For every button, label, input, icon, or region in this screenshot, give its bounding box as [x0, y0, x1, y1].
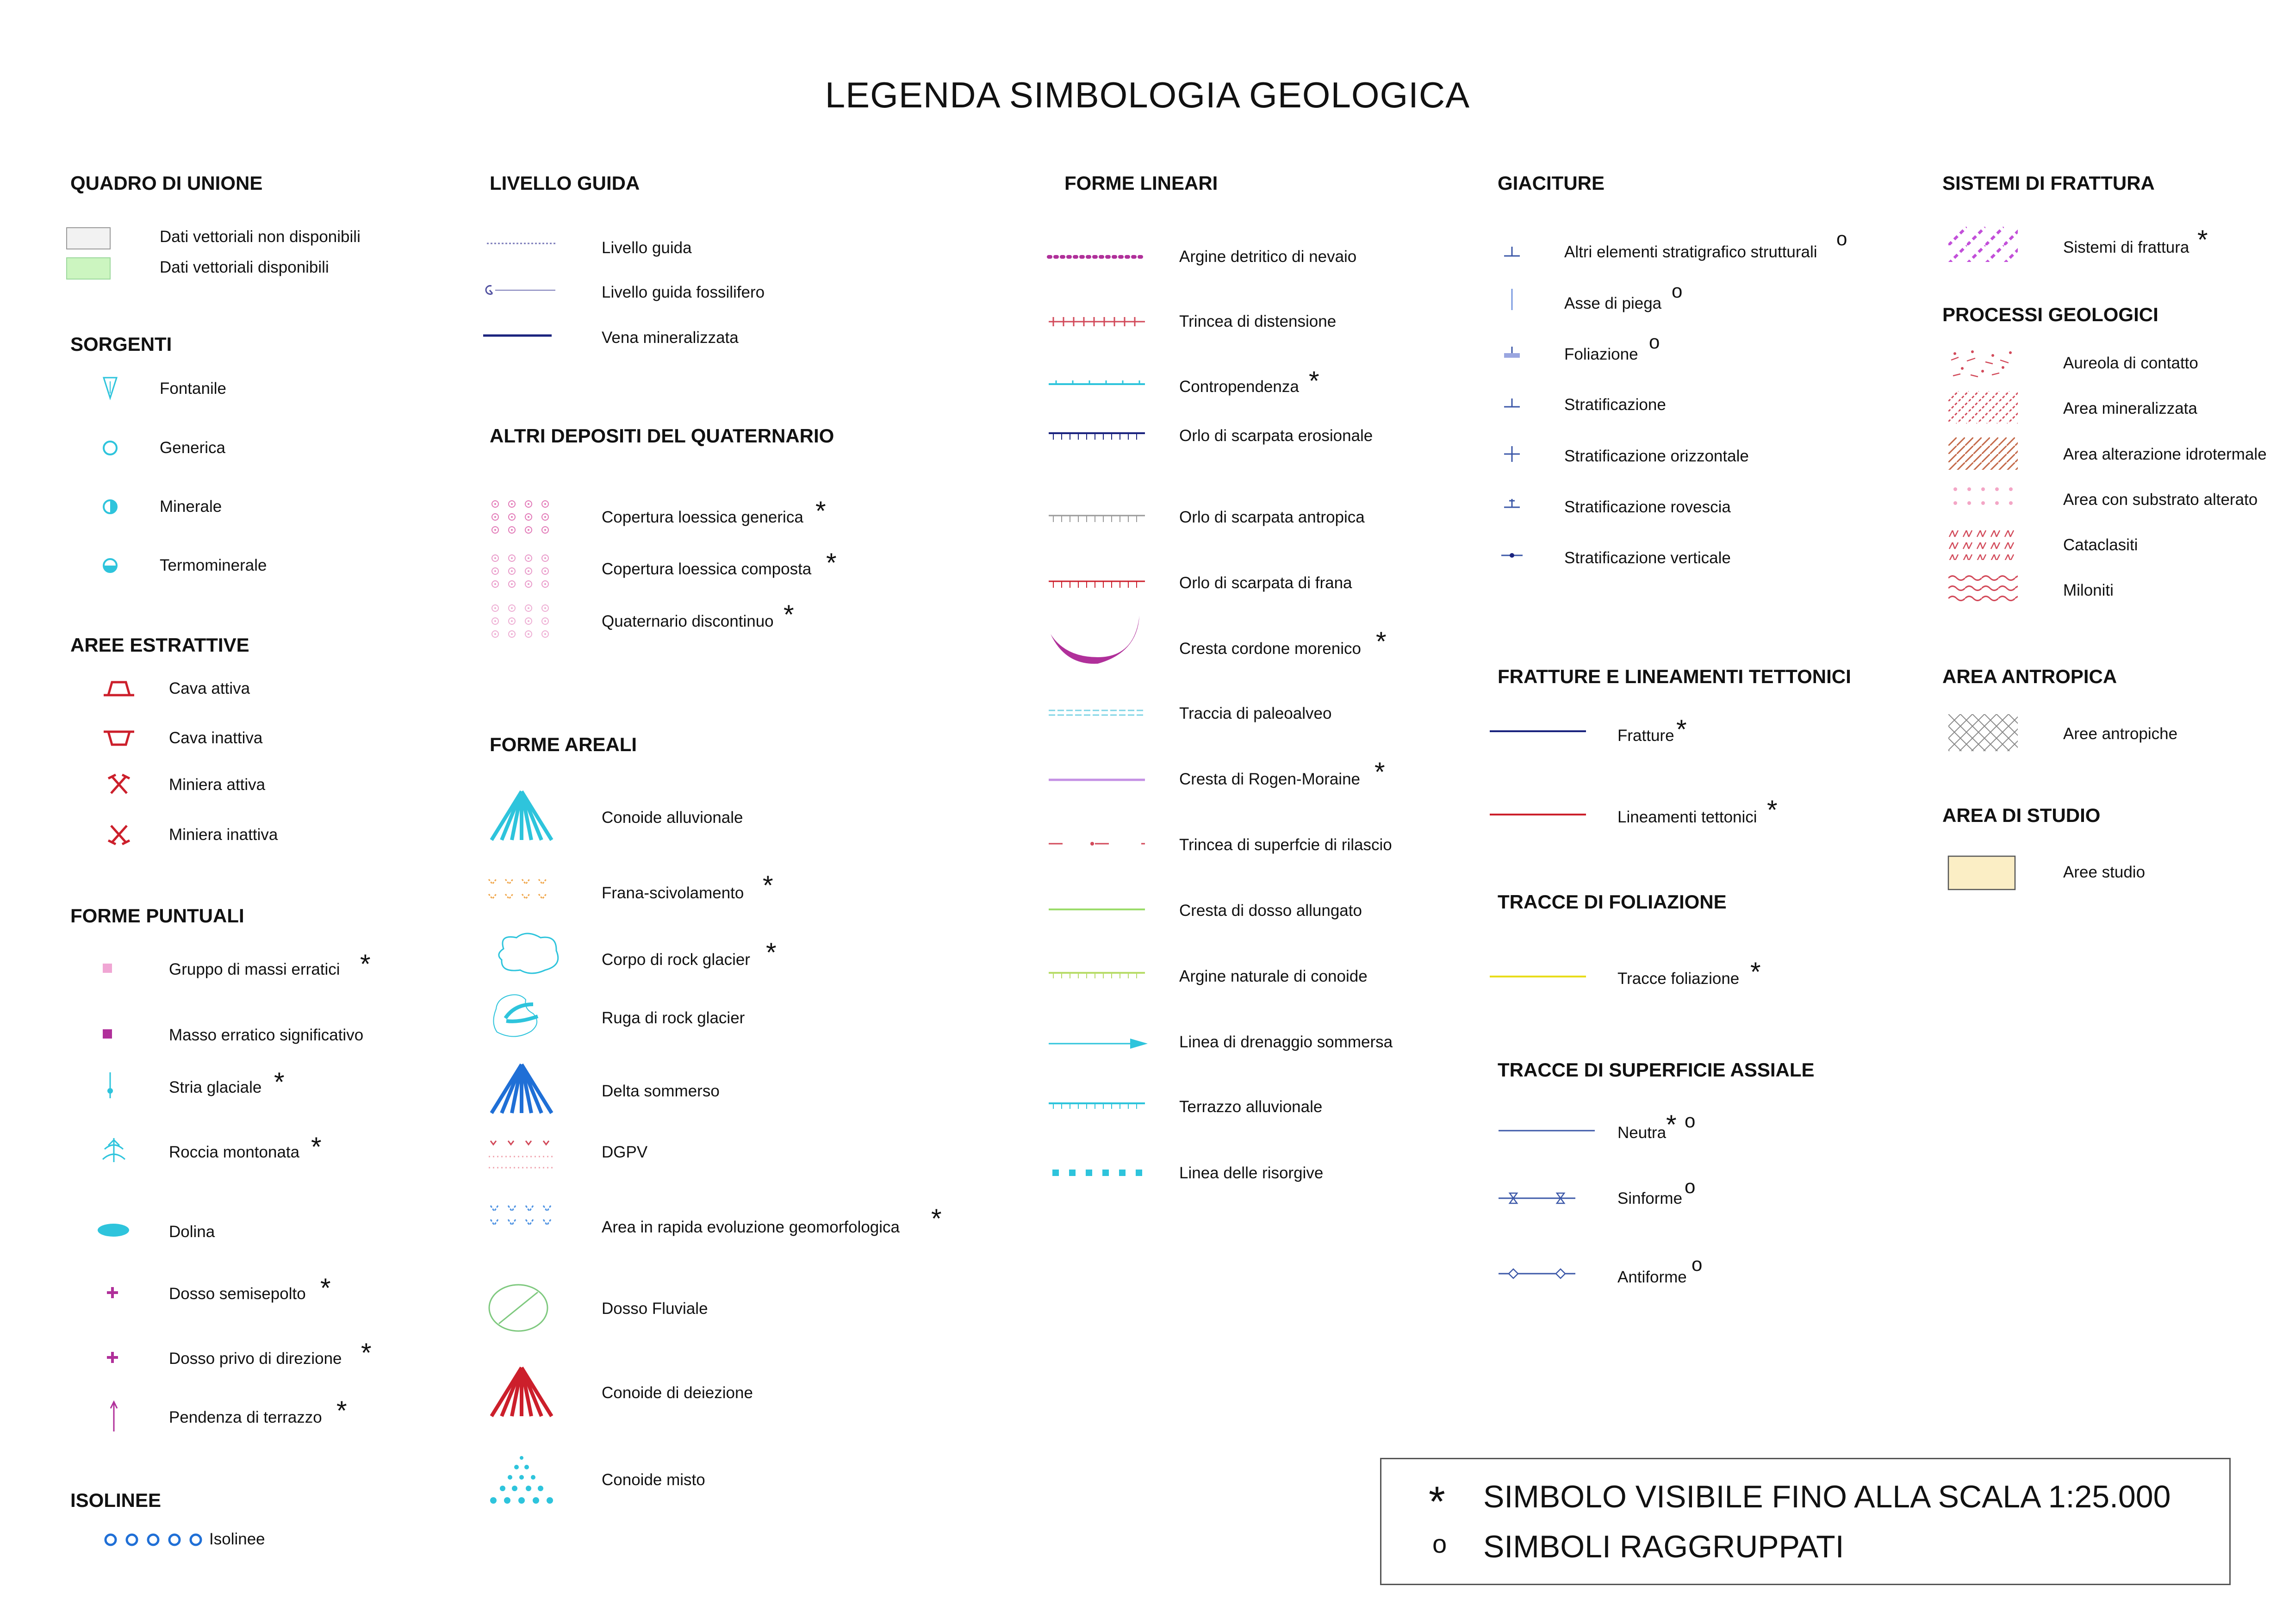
label-copertura-loessica-generica: Copertura loessica generica: [602, 508, 803, 526]
massi-erratici-icon: [102, 963, 113, 974]
substrato-alterato-pattern: [1948, 482, 2018, 515]
foliazione-icon: [1502, 345, 1522, 361]
scarpata-frana-line: [1047, 579, 1146, 590]
label-foliazione: Foliazione: [1564, 345, 1638, 363]
alterazione-idrotermale-pattern: [1948, 437, 2018, 470]
stratificazione-verticale-icon: [1499, 550, 1524, 561]
label-miniera-attiva: Miniera attiva: [169, 776, 266, 794]
label-contropendenza: Contropendenza: [1179, 378, 1299, 396]
star-mark: *: [1375, 757, 1385, 787]
paleoalveo-line: [1047, 708, 1146, 717]
header-tracce-foliazione: TRACCE DI FOLIAZIONE: [1498, 891, 1727, 913]
pendenza-terrazzo-icon: [109, 1400, 118, 1432]
stratificazione-rovescia-icon: [1502, 496, 1522, 512]
livello-guida-fossilifero-line: [481, 282, 556, 298]
stratificazione-icon: [1502, 396, 1522, 411]
tracce-foliazione-line: [1488, 974, 1587, 979]
masso-erratico-icon: [102, 1028, 113, 1039]
circle-mark: o: [1685, 1176, 1696, 1197]
label-livello-guida: Livello guida: [602, 239, 692, 257]
star-mark: *: [2197, 225, 2208, 255]
label-sinforme: Sinforme: [1617, 1189, 1683, 1207]
label-generica: Generica: [160, 439, 226, 457]
star-mark: *: [931, 1204, 942, 1234]
dolina-icon: [96, 1222, 131, 1238]
label-miloniti: Miloniti: [2063, 581, 2114, 599]
label-drenaggio-sommersa: Linea di drenaggio sommersa: [1179, 1033, 1393, 1051]
label-stratificazione-orizzontale: Stratificazione orizzontale: [1564, 447, 1749, 465]
scarpata-antropica-line: [1047, 513, 1146, 524]
star-mark: *: [360, 949, 371, 979]
header-forme-lineari: FORME LINEARI: [1064, 172, 1218, 194]
circle-mark: o: [1685, 1110, 1696, 1132]
label-argine-detritico-nevaio: Argine detritico di nevaio: [1179, 248, 1357, 266]
aureola-contatto-pattern: [1948, 347, 2018, 380]
star-mark: *: [1376, 627, 1387, 657]
cava-attiva-icon: [102, 679, 136, 698]
label-scarpata-antropica: Orlo di scarpata antropica: [1179, 508, 1365, 526]
rogen-moraine-line: [1047, 778, 1146, 782]
star-mark: *: [1666, 1110, 1677, 1140]
label-sistemi-frattura: Sistemi di frattura: [2063, 238, 2189, 256]
star-mark: *: [766, 938, 777, 968]
label-corpo-rock-glacier: Corpo di rock glacier: [602, 951, 750, 969]
label-termominerale: Termominerale: [160, 556, 267, 574]
trincea-distensione-line: [1047, 315, 1146, 329]
drenaggio-sommersa-line: [1047, 1037, 1151, 1051]
label-terrazzo-alluvionale: Terrazzo alluvionale: [1179, 1098, 1323, 1116]
termominerale-icon: [101, 556, 119, 575]
label-asse-piega: Asse di piega: [1564, 294, 1662, 312]
copertura-loessica-generica-pattern: [487, 498, 557, 539]
label-antiforme: Antiforme: [1617, 1268, 1687, 1286]
label-cordone-morenico: Cresta cordone morenico: [1179, 640, 1361, 658]
label-quaternario-discontinuo: Quaternario discontinuo: [602, 612, 774, 630]
ruga-rock-glacier-icon: [487, 990, 556, 1041]
label-fontanile: Fontanile: [160, 380, 226, 398]
altri-elementi-icon: [1502, 243, 1522, 259]
header-sistemi-frattura: SISTEMI DI FRATTURA: [1942, 172, 2155, 194]
circle-mark: o: [1672, 280, 1683, 302]
copertura-loessica-composta-pattern: [487, 552, 557, 589]
circle-mark: o: [1692, 1253, 1703, 1275]
label-conoide-alluvionale: Conoide alluvionale: [602, 809, 743, 827]
label-dolina: Dolina: [169, 1223, 215, 1241]
star-mark: *: [336, 1396, 347, 1426]
label-altri-elementi: Altri elementi stratigrafico strutturali: [1564, 243, 1817, 261]
swatch-disponibili: [66, 257, 111, 280]
key-star-text: SIMBOLO VISIBILE FINO ALLA SCALA 1:25.000: [1483, 1479, 2171, 1514]
label-miniera-inattiva: Miniera inattiva: [169, 826, 278, 844]
label-trincea-distensione: Trincea di distensione: [1179, 312, 1337, 330]
header-area-antropica: AREA ANTROPICA: [1942, 666, 2117, 687]
cordone-morenico-icon: [1047, 611, 1146, 666]
dosso-fluviale-icon: [487, 1282, 550, 1334]
label-cava-attiva: Cava attiva: [169, 679, 250, 697]
label-paleoalveo: Traccia di paleoalveo: [1179, 704, 1332, 722]
corpo-rock-glacier-icon: [494, 930, 564, 977]
miniera-attiva-icon: [107, 773, 131, 796]
label-roccia-montonata: Roccia montonata: [169, 1143, 300, 1161]
header-tracce-superficie-assiale: TRACCE DI SUPERFICIE ASSIALE: [1498, 1059, 1815, 1081]
label-ruga-rock-glacier: Ruga di rock glacier: [602, 1009, 745, 1027]
argine-detritico-nevaio-line: [1047, 252, 1146, 261]
label-stratificazione-rovescia: Stratificazione rovescia: [1564, 498, 1731, 516]
header-quadro-di-unione: QUADRO DI UNIONE: [70, 172, 263, 194]
star-mark: *: [815, 496, 826, 526]
header-giaciture: GIACITURE: [1498, 172, 1605, 194]
terrazzo-alluvionale-line: [1047, 1101, 1146, 1112]
star-mark: *: [361, 1338, 372, 1368]
stria-glaciale-icon: [106, 1071, 115, 1099]
key-circle-text: SIMBOLI RAGGRUPPATI: [1483, 1529, 1844, 1564]
label-livello-guida-fossilifero: Livello guida fossilifero: [602, 283, 765, 301]
generica-icon: [101, 439, 119, 457]
circle-mark: o: [1432, 1529, 1447, 1558]
aree-antropiche-pattern: [1948, 714, 2018, 751]
label-stratificazione-verticale: Stratificazione verticale: [1564, 549, 1731, 567]
isolinee-icon: [103, 1532, 205, 1548]
circle-mark: o: [1836, 228, 1847, 249]
label-tracce-foliazione: Tracce foliazione: [1617, 970, 1740, 988]
label-delta-sommerso: Delta sommerso: [602, 1082, 720, 1100]
header-forme-puntuali: FORME PUNTUALI: [70, 905, 244, 927]
header-processi-geologici: PROCESSI GEOLOGICI: [1942, 304, 2158, 325]
star-mark: *: [1676, 715, 1687, 745]
star-mark: *: [1767, 795, 1778, 825]
label-dosso-semisepolto: Dosso semisepolto: [169, 1285, 306, 1303]
label-dosso-allungato: Cresta di dosso allungato: [1179, 902, 1362, 920]
neutra-line: [1497, 1128, 1596, 1133]
livello-guida-line: [486, 241, 556, 246]
label-cataclasiti: Cataclasiti: [2063, 536, 2138, 554]
minerale-icon: [101, 498, 119, 516]
dgpv-pattern: [487, 1136, 556, 1171]
label-isolinee: Isolinee: [209, 1530, 265, 1548]
delta-sommerso-icon: [487, 1062, 556, 1115]
label-stratificazione: Stratificazione: [1564, 396, 1666, 414]
label-lineamenti-tettonici: Lineamenti tettonici: [1617, 808, 1757, 826]
label-aureola-contatto: Aureola di contatto: [2063, 354, 2198, 372]
label-area-mineralizzata: Area mineralizzata: [2063, 399, 2197, 417]
cava-inattiva-icon: [102, 729, 136, 747]
label-vena-mineralizzata: Vena mineralizzata: [602, 329, 739, 347]
label-neutra: Neutra: [1617, 1124, 1667, 1142]
conoide-deiezione-icon: [487, 1365, 556, 1419]
contropendenza-line: [1047, 379, 1146, 390]
label-stria-glaciale: Stria glaciale: [169, 1078, 262, 1096]
antiforme-icon: [1497, 1266, 1578, 1282]
dosso-allungato-line: [1047, 907, 1146, 912]
page-title: LEGENDA SIMBOLOGIA GEOLOGICA: [825, 75, 1470, 115]
label-trincea-rilascio: Trincea di superfcie di rilascio: [1179, 836, 1392, 854]
stratificazione-orizzontale-icon: [1502, 444, 1522, 464]
label-conoide-misto: Conoide misto: [602, 1471, 705, 1489]
header-aree-estrattive: AREE ESTRATTIVE: [70, 634, 249, 656]
star-mark: *: [1429, 1478, 1445, 1525]
conoide-misto-icon: [487, 1453, 556, 1506]
label-scarpata-erosionale: Orlo di scarpata erosionale: [1179, 427, 1373, 445]
label-cava-inattiva: Cava inattiva: [169, 729, 263, 747]
label-risorgive: Linea delle risorgive: [1179, 1164, 1324, 1182]
fontanile-icon: [101, 375, 119, 403]
fratture-line: [1488, 729, 1587, 734]
label-alterazione-idrotermale: Area alterazione idrotermale: [2063, 445, 2267, 463]
label-minerale: Minerale: [160, 498, 222, 516]
header-altri-depositi-quaternario: ALTRI DEPOSITI DEL QUATERNARIO: [490, 425, 834, 447]
header-sorgenti: SORGENTI: [70, 333, 172, 355]
label-dosso-fluviale: Dosso Fluviale: [602, 1300, 708, 1318]
miniera-inattiva-icon: [107, 823, 131, 846]
area-mineralizzata-pattern: [1948, 391, 2018, 423]
label-frana-scivolamento: Frana-scivolamento: [602, 884, 744, 902]
label-area-rapida-evoluzione: Area in rapida evoluzione geomorfologica: [602, 1218, 900, 1236]
label-scarpata-frana: Orlo di scarpata di frana: [1179, 574, 1352, 592]
header-fratture-lineamenti: FRATTURE E LINEAMENTI TETTONICI: [1498, 666, 1851, 687]
sistemi-frattura-pattern: [1948, 227, 2018, 262]
label-masso-erratico: Masso erratico significativo: [169, 1026, 364, 1044]
trincea-rilascio-line: [1047, 840, 1146, 847]
label-dosso-privo-direzione: Dosso privo di direzione: [169, 1350, 342, 1368]
header-livello-guida: LIVELLO GUIDA: [490, 172, 640, 194]
sinforme-icon: [1497, 1190, 1578, 1206]
scarpata-erosionale-line: [1047, 430, 1146, 442]
legend-key-box: [1380, 1458, 2231, 1585]
star-mark: *: [784, 600, 794, 630]
label-rogen-moraine: Cresta di Rogen-Moraine: [1179, 770, 1361, 788]
label-aree-studio: Aree studio: [2063, 863, 2146, 881]
quaternario-discontinuo-pattern: [487, 602, 557, 639]
risorgive-line: [1051, 1168, 1148, 1177]
dosso-semisepolto-icon: [106, 1286, 119, 1300]
label-dati-non-disponibili: Dati vettoriali non disponibili: [160, 228, 361, 246]
label-copertura-loessica-composta: Copertura loessica composta: [602, 560, 812, 578]
label-massi-erratici: Gruppo di massi erratici: [169, 960, 340, 978]
frana-scivolamento-pattern: [487, 875, 556, 904]
star-mark: *: [311, 1132, 322, 1162]
circle-mark: o: [1649, 331, 1660, 353]
star-mark: *: [1750, 957, 1761, 987]
aree-studio-swatch: [1947, 855, 2016, 890]
swatch-non-disponibili: [66, 227, 111, 250]
star-mark: *: [826, 548, 837, 578]
vena-mineralizzata-line: [482, 333, 553, 338]
star-mark: *: [1309, 366, 1319, 396]
label-dati-disponibili: Dati vettoriali disponibili: [160, 258, 329, 276]
label-fratture: Fratture: [1617, 727, 1674, 745]
label-conoide-deiezione: Conoide di deiezione: [602, 1384, 753, 1402]
header-area-studio: AREA DI STUDIO: [1942, 804, 2101, 826]
cataclasiti-pattern: [1948, 528, 2018, 560]
label-substrato-alterato: Area con substrato alterato: [2063, 491, 2258, 509]
label-aree-antropiche: Aree antropiche: [2063, 725, 2178, 743]
asse-piega-icon: [1506, 287, 1518, 312]
label-pendenza-terrazzo: Pendenza di terrazzo: [169, 1408, 322, 1426]
lineamenti-tettonici-line: [1488, 812, 1587, 817]
star-mark: *: [274, 1067, 285, 1097]
header-forme-areali: FORME AREALI: [490, 734, 637, 755]
dosso-privo-direzione-icon: [106, 1350, 119, 1364]
star-mark: *: [763, 871, 773, 901]
label-dgpv: DGPV: [602, 1143, 648, 1161]
area-rapida-evoluzione-pattern: [487, 1201, 556, 1233]
miloniti-pattern: [1948, 573, 2018, 605]
header-isolinee: ISOLINEE: [70, 1489, 162, 1511]
conoide-alluvionale-icon: [487, 789, 556, 842]
roccia-montonata-icon: [101, 1136, 127, 1164]
argine-naturale-conoide-line: [1047, 970, 1146, 981]
star-mark: *: [320, 1273, 331, 1303]
label-argine-naturale-conoide: Argine naturale di conoide: [1179, 967, 1368, 985]
